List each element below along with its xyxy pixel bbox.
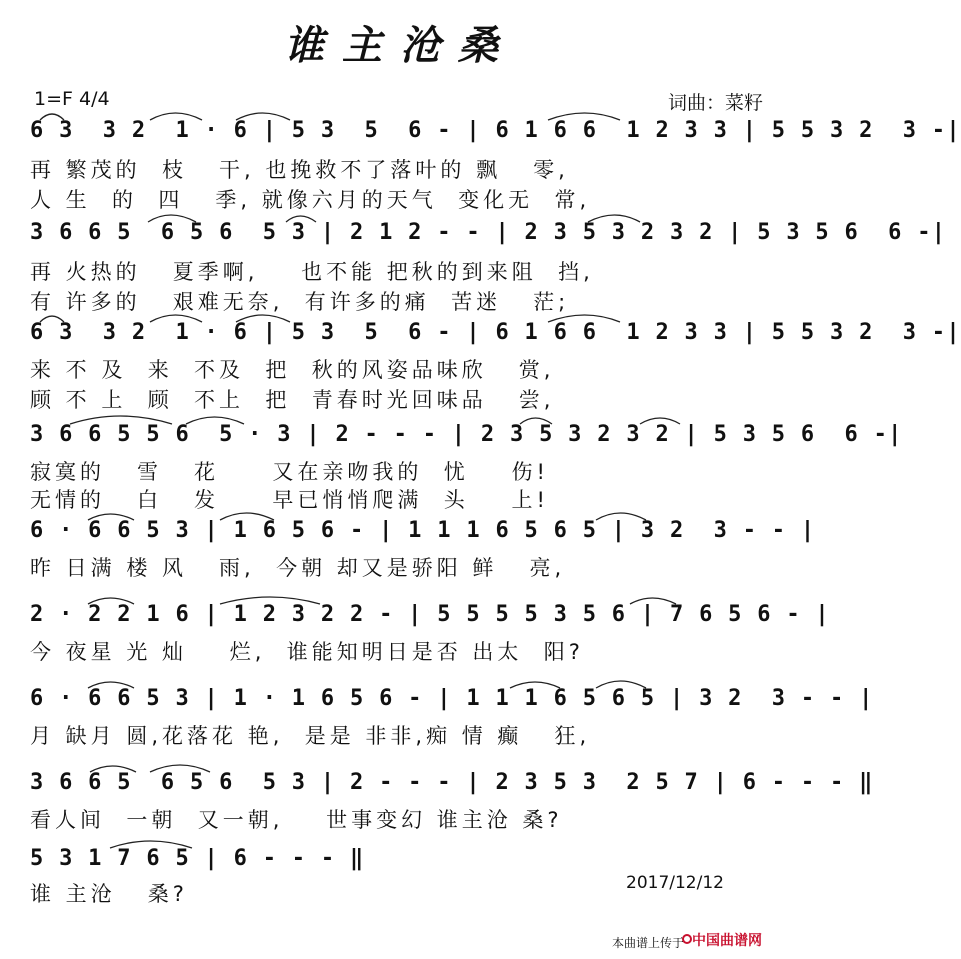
notation-line-1: 6 3 3 2 1 · 6 | 5 3 5 6 - | 6 1 6 6 1 2 3 3 | 5 5 3 2 3 -| bbox=[30, 118, 961, 143]
notation-line-7: 6 · 6 6 5 3 | 1 · 1 6 5 6 - | 1 1 1 6 5 6 5 | 3 2 3 - - | bbox=[30, 686, 874, 711]
upload-note: 本曲谱上传于 bbox=[612, 936, 685, 950]
lyrics-line-3a: 来 不 及 来 不及 把 秋的风姿品味欣 赏, bbox=[30, 358, 555, 382]
date-stamp: 2017/12/12 bbox=[626, 873, 724, 893]
key-signature: 1=F 4/4 bbox=[34, 88, 110, 110]
lyrics-line-2b: 有 许多的 艰难无奈, 有许多的痛 苦迷 茫; bbox=[30, 290, 570, 314]
notation-line-6: 2 · 2 2 1 6 | 1 2 3 2 2 - | 5 5 5 5 3 5 6 | 7 6 5 6 - | bbox=[30, 602, 830, 627]
lyrics-line-7: 月 缺月 圆,花落花 艳, 是是 非非,痴 情 癫 狂, bbox=[30, 724, 591, 748]
lyrics-line-1b: 人 生 的 四 季, 就像六月的天气 变化无 常, bbox=[30, 188, 591, 212]
lyrics-line-8: 看人间 一朝 又一朝, 世事变幻 谁主沧 桑? bbox=[30, 808, 563, 832]
notation-line-5: 6 · 6 6 5 3 | 1 6 5 6 - | 1 1 1 6 5 6 5 | 3 2 3 - - | bbox=[30, 518, 816, 543]
lyrics-line-6: 今 夜星 光 灿 烂, 谁能知明日是否 出太 阳? bbox=[30, 640, 584, 664]
lyrics-line-4a: 寂寞的 雪 花 又在亲吻我的 忧 伤! bbox=[30, 460, 549, 484]
notation-line-2: 3 6 6 5 6 5 6 5 3 | 2 1 2 - - | 2 3 5 3 2 3 2 | 5 3 5 6 6 -| bbox=[30, 220, 947, 245]
lyrics-line-2a: 再 火热的 夏季啊, 也不能 把秋的到来阻 挡, bbox=[30, 260, 594, 284]
notation-line-3: 6 3 3 2 1 · 6 | 5 3 5 6 - | 6 1 6 6 1 2 3 3 | 5 5 3 2 3 -| bbox=[30, 320, 961, 345]
notation-line-9: 5 3 1 7 6 5 | 6 - - - ‖ bbox=[30, 846, 365, 871]
lyrics-line-3b: 顾 不 上 顾 不上 把 青春时光回味品 尝, bbox=[30, 388, 555, 412]
song-title: 谁主沧桑 bbox=[284, 22, 516, 69]
author-credit: 词曲：菜籽 bbox=[668, 92, 764, 114]
lyrics-line-4b: 无情的 白 发 早已悄悄爬满 头 上! bbox=[30, 488, 549, 512]
site-logo: 中国曲谱网 bbox=[692, 933, 762, 949]
notation-line-4: 3 6 6 5 5 6 5 · 3 | 2 - - - | 2 3 5 3 2 3 2 | 5 3 5 6 6 -| bbox=[30, 422, 903, 447]
lyrics-line-1a: 再 繁茂的 枝 干, 也挽救不了落叶的 飘 零, bbox=[30, 158, 569, 182]
lyrics-line-5: 昨 日满 楼 风 雨, 今朝 却又是骄阳 鲜 亮, bbox=[30, 556, 566, 580]
notation-line-8: 3 6 6 5 6 5 6 5 3 | 2 - - - | 2 3 5 3 2 5 7 | 6 - - - ‖ bbox=[30, 770, 874, 795]
lyrics-line-9: 谁 主沧 桑? bbox=[30, 882, 188, 906]
